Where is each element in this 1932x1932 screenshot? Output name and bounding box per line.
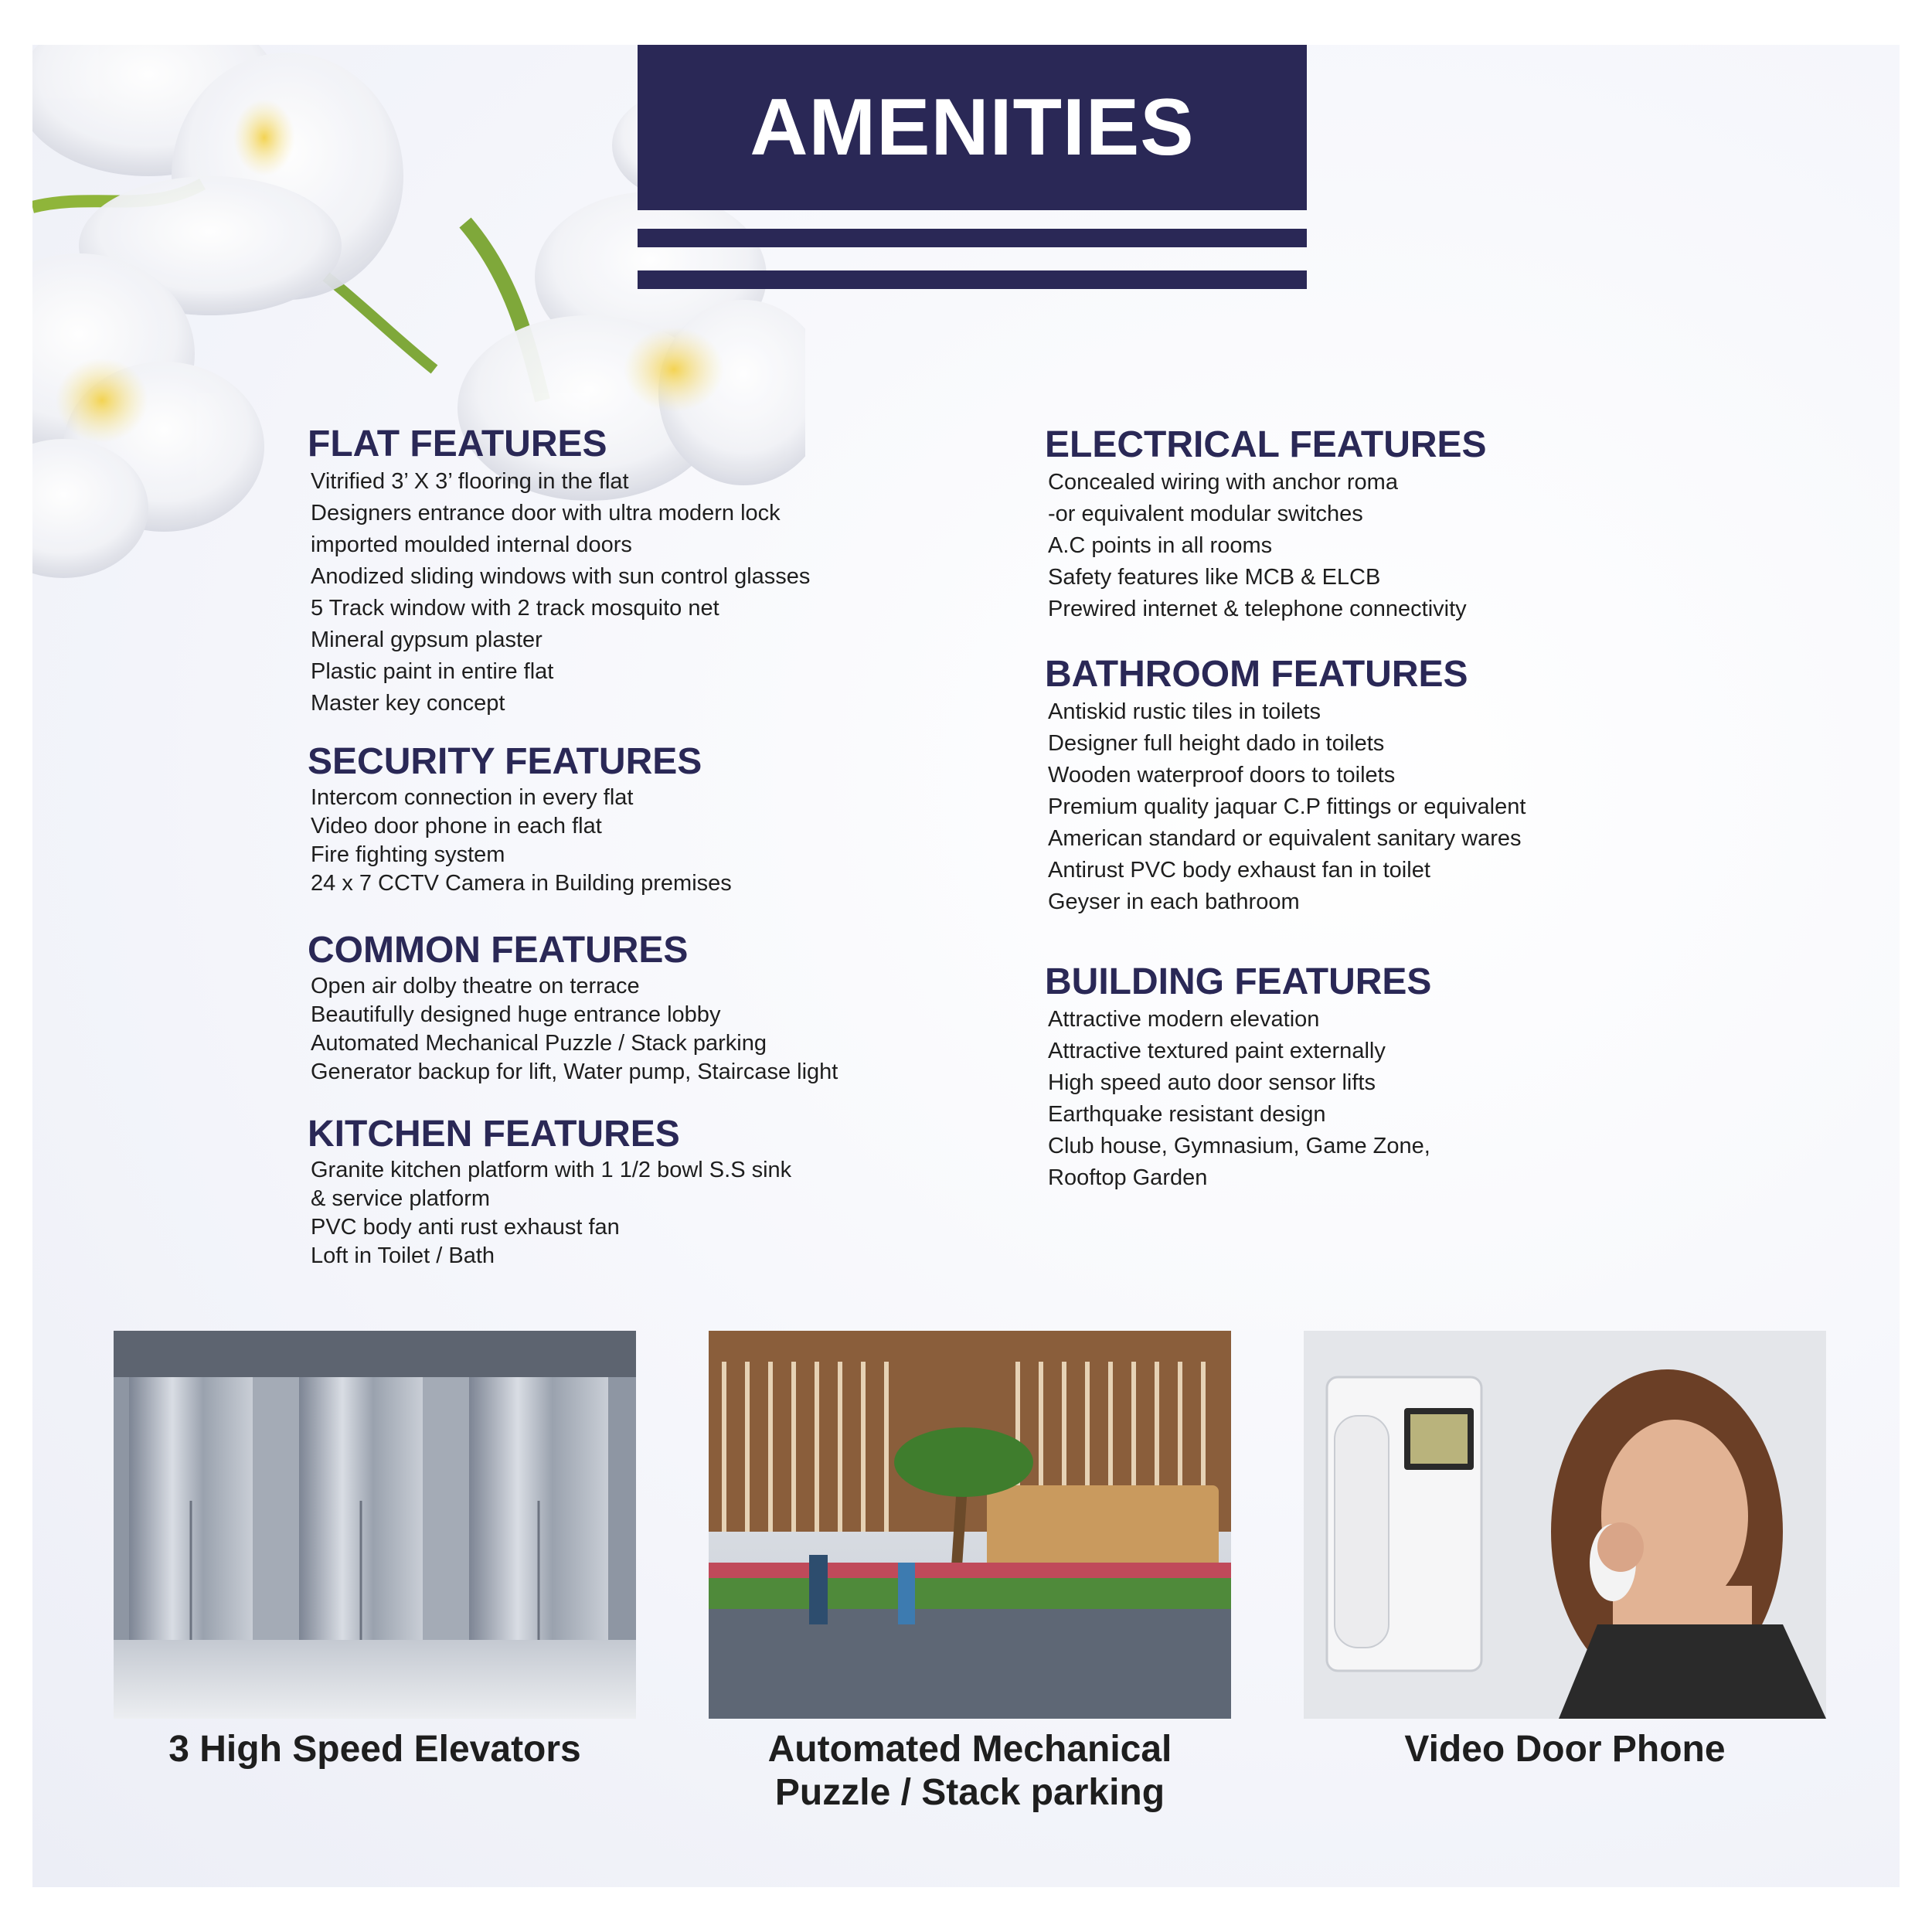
feature-item: Open air dolby theatre on terrace [311, 974, 640, 998]
feature-item: & service platform [311, 1186, 491, 1211]
common-features-title: COMMON FEATURES [308, 930, 689, 971]
flat-features-list [308, 466, 810, 719]
elevators-photo [114, 1331, 636, 1719]
feature-item: Concealed wiring with anchor roma [1048, 470, 1398, 495]
feature-item: Attractive textured paint externally [1048, 1039, 1386, 1063]
feature-item: Rooftop Garden [1048, 1165, 1208, 1190]
security-features-section [308, 740, 732, 898]
feature-item: High speed auto door sensor lifts [1048, 1070, 1376, 1095]
feature-item: Antirust PVC body exhaust fan in toilet [1048, 858, 1430, 883]
feature-item: Designer full height dado in toilets [1048, 731, 1385, 756]
flat-features-title: FLAT FEATURES [308, 423, 607, 464]
feature-item: Automated Mechanical Puzzle / Stack parking [311, 1031, 767, 1056]
security-features-list [308, 784, 732, 898]
feature-item: Video door phone in each flat [311, 814, 602, 838]
feature-item: Master key concept [311, 691, 505, 716]
kitchen-features-section [308, 1113, 791, 1270]
feature-item: Plastic paint in entire flat [311, 659, 554, 684]
building-features-section [1045, 961, 1431, 1194]
feature-item: Safety features like MCB & ELCB [1048, 565, 1381, 590]
feature-item: Intercom connection in every flat [311, 785, 634, 810]
bathroom-features-section [1045, 653, 1526, 918]
feature-item: 24 x 7 CCTV Camera in Building premises [311, 871, 732, 896]
building-features-list [1045, 1004, 1431, 1194]
feature-item: Vitrified 3’ X 3’ flooring in the flat [311, 469, 629, 494]
electrical-features-section [1045, 423, 1487, 625]
caption-line: Puzzle / Stack parking [774, 1772, 1165, 1813]
stack-parking-caption [684, 1728, 1256, 1815]
security-features-title: SECURITY FEATURES [308, 741, 702, 782]
page-title-banner [638, 45, 1307, 210]
common-features-section [308, 929, 838, 1087]
common-features-list [308, 972, 838, 1087]
feature-item: A.C points in all rooms [1048, 533, 1273, 558]
feature-item: Earthquake resistant design [1048, 1102, 1326, 1127]
feature-item: -or equivalent modular switches [1048, 502, 1363, 526]
feature-item: imported moulded internal doors [311, 532, 632, 557]
feature-item: PVC body anti rust exhaust fan [311, 1215, 620, 1240]
flat-features-section [308, 423, 810, 719]
caption-line: Automated Mechanical [767, 1729, 1172, 1770]
kitchen-features-title: KITCHEN FEATURES [308, 1114, 680, 1155]
building-features-title: BUILDING FEATURES [1045, 961, 1432, 1002]
electrical-features-list [1045, 467, 1487, 625]
electrical-features-title: ELECTRICAL FEATURES [1045, 424, 1487, 465]
caption-line: Video Door Phone [1404, 1729, 1726, 1770]
feature-item: Generator backup for lift, Water pump, Staircase light [311, 1060, 838, 1084]
feature-item: Geyser in each bathroom [1048, 889, 1300, 914]
elevators-caption [89, 1728, 661, 1771]
feature-item: Premium quality jaquar C.P fittings or equivalent [1048, 794, 1526, 819]
feature-item: Designers entrance door with ultra modern lock [311, 501, 781, 526]
feature-item: Antiskid rustic tiles in toilets [1048, 699, 1321, 724]
caption-line: 3 High Speed Elevators [168, 1729, 581, 1770]
feature-item: Loft in Toilet / Bath [311, 1243, 495, 1268]
feature-item: American standard or equivalent sanitary wares [1048, 826, 1522, 851]
feature-item: Prewired internet & telephone connectivity [1048, 597, 1467, 621]
feature-item: Wooden waterproof doors to toilets [1048, 763, 1396, 787]
kitchen-features-list [308, 1156, 791, 1270]
feature-item: Granite kitchen platform with 1 1/2 bowl S.S sink [311, 1158, 792, 1182]
page-title: AMENITIES [750, 82, 1195, 172]
bathroom-features-title: BATHROOM FEATURES [1045, 654, 1468, 695]
feature-item: Attractive modern elevation [1048, 1007, 1320, 1032]
title-stripe-upper [638, 229, 1307, 247]
title-stripe-lower [638, 270, 1307, 289]
feature-item: Mineral gypsum plaster [311, 628, 543, 652]
feature-item: 5 Track window with 2 track mosquito net [311, 596, 719, 621]
feature-item: Club house, Gymnasium, Game Zone, [1048, 1134, 1430, 1158]
video-door-phone-photo [1304, 1331, 1826, 1719]
feature-item: Anodized sliding windows with sun control glasses [311, 564, 811, 589]
feature-item: Fire fighting system [311, 842, 505, 867]
feature-item: Beautifully designed huge entrance lobby [311, 1002, 721, 1027]
stack-parking-photo [709, 1331, 1231, 1719]
video-door-phone-caption [1279, 1728, 1851, 1771]
bathroom-features-list [1045, 696, 1526, 918]
